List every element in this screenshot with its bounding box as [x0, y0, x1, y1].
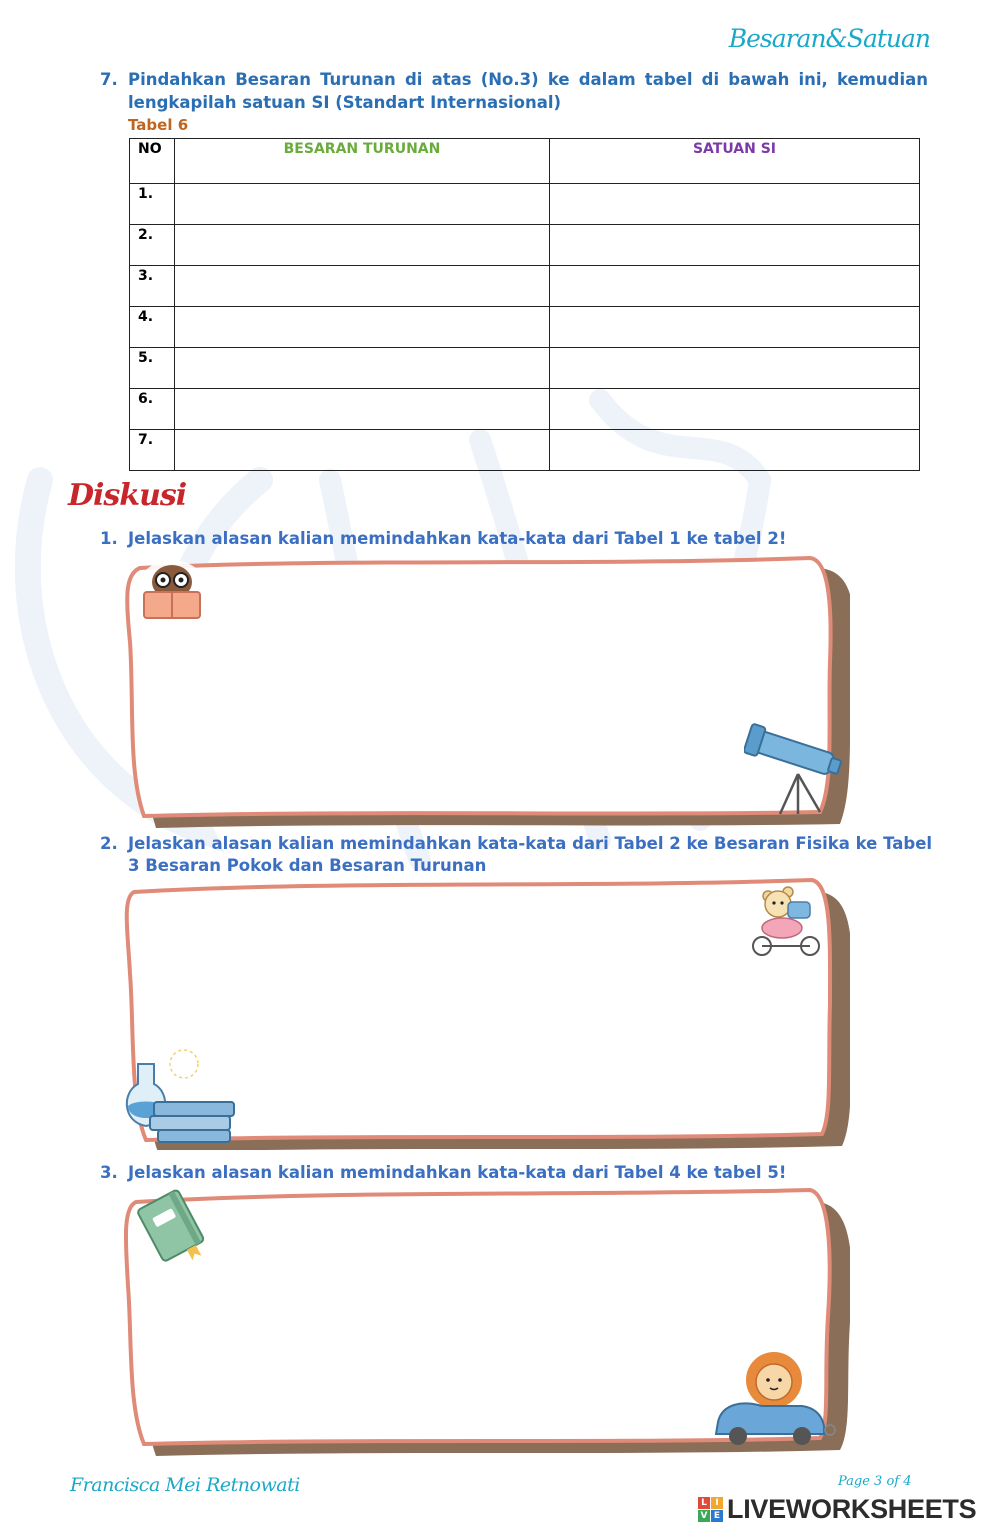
question-7-text: Pindahkan Besaran Turunan di atas (No.3) ke dalam tabel di bawah ini, kemudian lengkapilah satuan SI (Standart Internasional): [128, 70, 928, 112]
row-number: 1.: [130, 184, 175, 225]
row-number: 4.: [130, 307, 175, 348]
header-no: NO: [130, 139, 175, 184]
row-number: 5.: [130, 348, 175, 389]
telescope-icon: [744, 718, 848, 816]
satuan-si-cell[interactable]: [550, 307, 920, 348]
table-label: Tabel 6: [128, 116, 189, 134]
diskusi-question-1: [100, 528, 940, 550]
besaran-turunan-cell[interactable]: [175, 430, 550, 471]
answer-box-1: [120, 552, 850, 830]
logo-letter: L: [698, 1497, 710, 1509]
table-row: [130, 307, 920, 348]
logo-letter: E: [711, 1510, 723, 1522]
row-number: 2.: [130, 225, 175, 266]
diskusi-title: Diskusi: [68, 478, 187, 513]
question-number: 1.: [100, 529, 118, 548]
question-number: 3.: [100, 1163, 118, 1182]
satuan-si-cell[interactable]: [550, 184, 920, 225]
table-header-row: [130, 139, 920, 184]
footer-signature: Francisca Mei Retnowati: [70, 1474, 300, 1496]
lion-car-icon: [712, 1346, 840, 1450]
satuan-si-cell[interactable]: [550, 225, 920, 266]
header-satuan-si: SATUAN SI: [550, 139, 920, 184]
besaran-turunan-cell[interactable]: [175, 266, 550, 307]
question-text: Jelaskan alasan kalian memindahkan kata-kata dari Tabel 4 ke tabel 5!: [128, 1163, 787, 1182]
header-script-title: Besaran&Satuan: [728, 24, 930, 53]
besaran-turunan-cell[interactable]: [175, 307, 550, 348]
bear-tricycle-icon: [748, 878, 824, 958]
owl-reading-icon: [132, 556, 212, 626]
table-row: [130, 348, 920, 389]
answer-input-3[interactable]: [150, 1266, 714, 1410]
logo-letter: I: [711, 1497, 723, 1509]
question-text: Jelaskan alasan kalian memindahkan kata-kata dari Tabel 1 ke tabel 2!: [128, 529, 787, 548]
besaran-turunan-cell[interactable]: [175, 348, 550, 389]
question-text: Jelaskan alasan kalian memindahkan kata-kata dari Tabel 2 ke Besaran Fisika ke Tabel 3 Besaran Pokok dan Besaran Turunan: [128, 834, 933, 875]
diskusi-question-3: [100, 1162, 940, 1184]
table-row: [130, 389, 920, 430]
table-row: [130, 225, 920, 266]
page-number: Page 3 of 4: [838, 1474, 912, 1489]
question-7: [100, 68, 928, 114]
table-row: [130, 266, 920, 307]
table-row: [130, 430, 920, 471]
liveworksheets-brand[interactable]: [698, 1494, 976, 1524]
row-number: 6.: [130, 389, 175, 430]
satuan-si-cell[interactable]: [550, 430, 920, 471]
besaran-turunan-cell[interactable]: [175, 389, 550, 430]
question-number: 2.: [100, 834, 118, 853]
satuan-si-cell[interactable]: [550, 348, 920, 389]
table-row: [130, 184, 920, 225]
liveworksheets-logo-icon: [698, 1497, 723, 1522]
answer-input-1[interactable]: [150, 632, 754, 786]
header-besaran-turunan: BESARAN TURUNAN: [175, 139, 550, 184]
besaran-turunan-cell[interactable]: [175, 184, 550, 225]
besaran-turunan-cell[interactable]: [175, 225, 550, 266]
row-number: 7.: [130, 430, 175, 471]
logo-letter: V: [698, 1510, 710, 1522]
satuan-si-cell[interactable]: [550, 266, 920, 307]
satuan-si-cell[interactable]: [550, 389, 920, 430]
flask-books-icon: [124, 1044, 242, 1146]
diskusi-question-2: [100, 833, 940, 877]
table-6: [129, 138, 920, 471]
notebook-icon: [134, 1186, 210, 1268]
question-7-number: 7.: [100, 70, 118, 89]
liveworksheets-text: LIVEWORKSHEETS: [727, 1493, 977, 1524]
row-number: 3.: [130, 266, 175, 307]
